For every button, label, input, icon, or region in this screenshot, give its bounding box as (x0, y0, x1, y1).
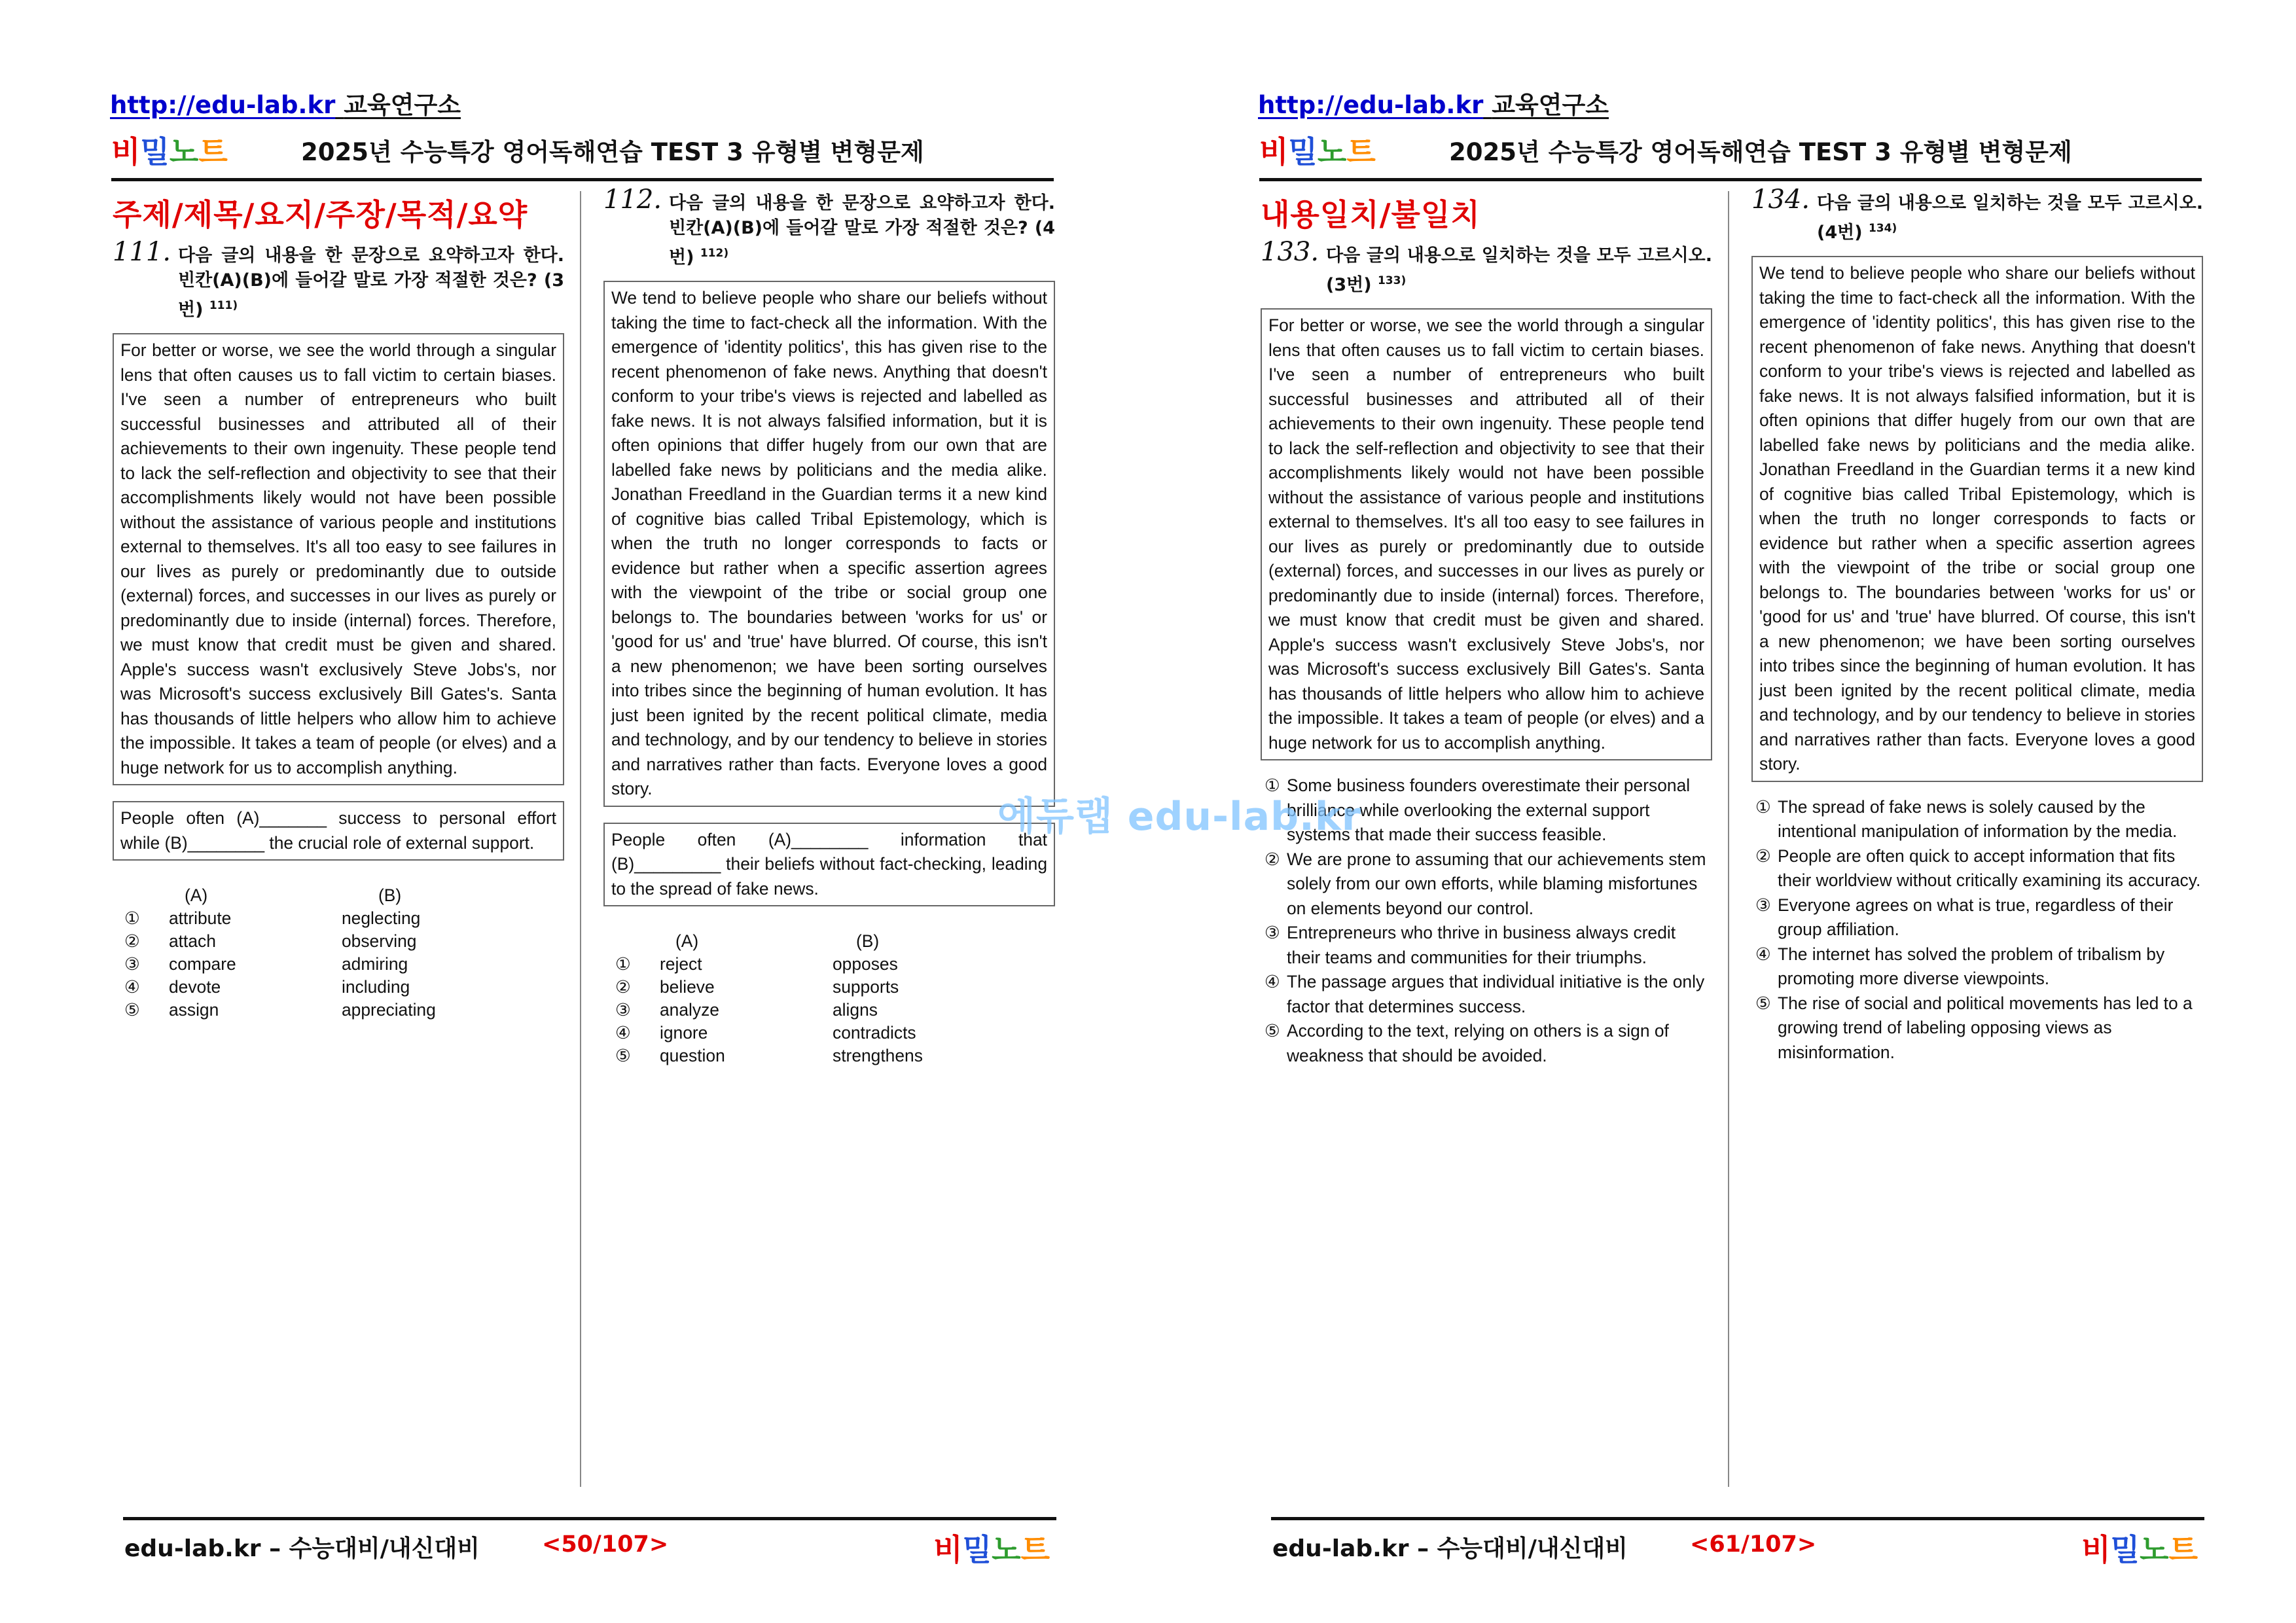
brand-char: 노 (169, 134, 199, 169)
question-prompt (1261, 237, 1712, 298)
choice-text: The spread of fake news is solely caused by the intentional manipulation of information by the media. (1778, 796, 2178, 841)
option-a: attach (169, 931, 216, 951)
option-number: ⑤ (124, 1000, 140, 1020)
choice-number: ② (1265, 849, 1280, 869)
brand-logo-footer (2081, 1526, 2198, 1569)
choice-item[interactable] (1261, 970, 1712, 1019)
question-134 (1751, 185, 2203, 1065)
option-row[interactable] (615, 977, 923, 1000)
option-row[interactable] (615, 1000, 923, 1023)
choice-item[interactable] (1261, 1019, 1712, 1068)
question-133 (1261, 191, 1712, 1068)
footer-rule (1271, 1517, 2204, 1520)
choice-item[interactable] (1751, 795, 2203, 844)
footnote-ref: 111) (209, 299, 238, 312)
choice-text: Some business founders overestimate their personal brilliance while overlooking the external support systems that made their success feasible. (1287, 776, 1691, 844)
brand-logo-footer (933, 1526, 1050, 1569)
choice-number: ⑤ (1265, 1021, 1280, 1041)
choice-text: Everyone agrees on what is true, regardless of their group affiliation. (1778, 895, 2174, 939)
brand-char: 노 (992, 1532, 1021, 1567)
brand-char: 트 (1020, 1532, 1050, 1567)
choice-text: The rise of social and political movements has led to a growing trend of labeling opposing views as misinformation. (1778, 993, 2193, 1062)
choice-list (1751, 795, 2203, 1065)
passage-box: We tend to believe people who share our beliefs without taking the time to fact-check all the information. With the emergence of 'identity politics', this has given rise to the recent phenomenon of fake news. Anything that doesn't conform to your tribe's views is rejected and labelled as fake news. It is not always falsified information, but it is often opinions that differ hugely from our own that are labelled fake news by politicians and the media alike. Jonathan Freedland in the Guardian terms it a new kind of cognitive bias called Tribal Epistemology, which is when the truth no longer corresponds to facts or evidence but rather when a specific assertion agrees with the viewpoint of the tribe or social group one belongs to. The boundaries between 'works for us' or 'good for us' and 'true' have blurred. Of course, this isn't a new phenomenon; we have been sorting ourselves into tribes since the beginning of human evolution. It has just been ignited by the recent political climate, media and technology, and by our tendency to believe in stories and narratives rather than facts. Everyone loves a good story. (603, 281, 1055, 807)
option-row[interactable] (124, 954, 436, 977)
opt-header-a: (A) (185, 885, 208, 905)
footnote-ref: 112) (700, 247, 729, 260)
option-number: ③ (615, 1000, 631, 1020)
choice-item[interactable] (1751, 942, 2203, 991)
option-number: ④ (124, 977, 140, 997)
options-table (615, 931, 923, 1069)
option-b: aligns (833, 1000, 878, 1020)
header-rule (111, 178, 1054, 181)
page-title: 2025년 수능특강 영어독해연습 TEST 3 유형별 변형문제 (1449, 138, 2072, 166)
choice-item[interactable] (1261, 921, 1712, 970)
question-number: 134. (1751, 185, 1810, 215)
question-number: 133. (1261, 237, 1319, 267)
options-table (124, 885, 436, 1023)
option-b: strengthens (833, 1046, 923, 1065)
question-prompt (113, 237, 564, 323)
category-title: 주제/제목/요지/주장/목적/요약 (113, 197, 528, 232)
choice-text: People are often quick to accept information that fits their worldview without critically examining its accuracy. (1778, 846, 2201, 890)
summary-box: People often (A)_______ success to personal effort while (B)________ the crucial role of external support. (113, 801, 564, 861)
brand-logo (1259, 128, 1376, 171)
site-header (110, 85, 461, 120)
option-number: ② (615, 977, 631, 997)
option-a: question (660, 1046, 725, 1065)
choice-text: The internet has solved the problem of tribalism by promoting more diverse viewpoints. (1778, 944, 2165, 988)
choice-item[interactable] (1261, 847, 1712, 921)
option-number: ② (124, 931, 140, 951)
question-prompt (1751, 185, 2203, 245)
option-a: attribute (169, 908, 232, 928)
question-112 (603, 185, 1055, 1069)
option-b: observing (342, 931, 417, 951)
brand-char: 비 (2081, 1532, 2111, 1567)
choice-number: ④ (1265, 972, 1280, 991)
choice-number: ① (1755, 796, 1771, 817)
brand-char: 노 (1317, 134, 1347, 169)
question-number: 111. (113, 237, 171, 267)
question-text: 다음 글의 내용을 한 문장으로 요약하고자 한다. 빈칸(A)(B)에 들어갈 말로 가장 적절한 것은? (4번) (669, 193, 1055, 268)
brand-char: 비 (933, 1532, 963, 1567)
opt-header-a: (A) (675, 931, 699, 951)
passage-box: For better or worse, we see the world through a singular lens that often causes us to fall victim to certain biases. I've seen a number of entrepreneurs who built successful businesses and attributed all of their achievements to their own ingenuity. These people tend to lack the self-reflection and objectivity to see that their accomplishments likely would not have been possible without the assistance of various people and institutions external to themselves. It's all too easy to see failures in our lives as purely or predominantly due to outside (external) forces, and successes in our lives as purely or predominantly due to inside (internal) forces. Therefore, we must know that credit must be given and shared. Apple's success wasn't exclusively Steve Jobs's, nor was Microsoft's success exclusively Bill Gates's. Santa has thousands of little helpers who allow him to achieve the impossible. It takes a team of people (or elves) and a huge network for us to accomplish anything. (1261, 308, 1712, 760)
brand-char: 비 (111, 134, 141, 169)
category-title: 내용일치/불일치 (1261, 197, 1480, 232)
footnote-ref: 133) (1377, 274, 1407, 287)
brand-char: 밀 (2110, 1532, 2140, 1567)
question-number: 112. (603, 185, 662, 215)
brand-char: 노 (2140, 1532, 2169, 1567)
choice-number: ⑤ (1755, 993, 1771, 1013)
page-title: 2025년 수능특강 영어독해연습 TEST 3 유형별 변형문제 (301, 138, 924, 166)
opt-header-b: (B) (856, 931, 880, 951)
question-text: 다음 글의 내용으로 일치하는 것을 모두 고르시오. (3번) (1326, 245, 1712, 295)
choice-number: ③ (1265, 923, 1280, 942)
question-text: 다음 글의 내용을 한 문장으로 요약하고자 한다. 빈칸(A)(B)에 들어갈 말로 가장 적절한 것은? (3번) (178, 245, 564, 320)
option-row[interactable] (124, 908, 436, 931)
option-row[interactable] (615, 1046, 923, 1069)
option-row[interactable] (124, 931, 436, 954)
brand-char: 트 (1346, 134, 1376, 169)
option-a: analyze (660, 1000, 719, 1020)
brand-char: 밀 (962, 1532, 992, 1567)
option-a: ignore (660, 1023, 708, 1043)
option-row[interactable] (615, 1023, 923, 1046)
page-number: <50/107> (542, 1531, 669, 1558)
option-number: ① (615, 954, 631, 974)
passage-box: We tend to believe people who share our beliefs without taking the time to fact-check all the information. With the emergence of 'identity politics', this has given rise to the recent phenomenon of fake news. Anything that doesn't conform to your tribe's views is rejected and labelled as fake news. It is not always falsified information, but it is often opinions that differ hugely from our own that are labelled fake news by politicians and the media alike. Jonathan Freedland in the Guardian terms it a new kind of cognitive bias called Tribal Epistemology, which is when the truth no longer corresponds to facts or evidence but rather when a specific assertion agrees with the viewpoint of the tribe or social group one belongs to. The boundaries between 'works for us' or 'good for us' and 'true' have blurred. Of course, this isn't a new phenomenon; we have been sorting ourselves into tribes since the beginning of human evolution. It has just been ignited by the recent political climate, media and technology, and by our tendency to believe in stories and narratives rather than facts. Everyone loves a good story. (1751, 256, 2203, 782)
question-prompt (603, 185, 1055, 270)
header-rule (1259, 178, 2202, 181)
option-row[interactable] (124, 1000, 436, 1023)
option-a: devote (169, 977, 221, 997)
footer-text: edu-lab.kr – 수능대비/내신대비 (124, 1535, 480, 1562)
site-link[interactable]: http://edu-lab.kr (1258, 91, 1484, 119)
choice-number: ① (1265, 776, 1280, 795)
choice-text: We are prone to assuming that our achievements stem solely from our own efforts, while blaming misfortunes on elements beyond our control. (1287, 849, 1706, 918)
brand-char: 비 (1259, 134, 1289, 169)
option-number: ① (124, 908, 140, 928)
choice-number: ② (1755, 846, 1771, 866)
option-b: neglecting (342, 908, 421, 928)
choice-number: ④ (1755, 944, 1771, 964)
option-row[interactable] (124, 977, 436, 1000)
brand-char: 밀 (1288, 134, 1318, 169)
brand-logo (111, 128, 228, 171)
site-label: 교육연구소 (1492, 91, 1609, 119)
option-row[interactable] (615, 954, 923, 977)
passage-box: For better or worse, we see the world through a singular lens that often causes us to fall victim to certain biases. I've seen a number of entrepreneurs who built successful businesses and attributed all of their achievements to their own ingenuity. These people tend to lack the self-reflection and objectivity to see that their accomplishments likely would not have been possible without the assistance of various people and institutions external to themselves. It's all too easy to see failures in our lives as purely or predominantly due to outside (external) forces, and successes in our lives as purely or predominantly due to inside (internal) forces. Therefore, we must know that credit must be given and shared. Apple's success wasn't exclusively Steve Jobs's, nor was Microsoft's success exclusively Bill Gates's. Santa has thousands of little helpers who allow him to achieve the impossible. It takes a team of people (or elves) and a huge network for us to accomplish anything. (113, 333, 564, 785)
footnote-ref: 134) (1868, 222, 1897, 235)
choice-text: According to the text, relying on others is a sign of weakness that should be avoided. (1287, 1021, 1669, 1065)
option-b: appreciating (342, 1000, 436, 1020)
option-b: supports (833, 977, 899, 997)
footer-rule (123, 1517, 1056, 1520)
question-text: 다음 글의 내용으로 일치하는 것을 모두 고르시오. (4번) (1817, 193, 2203, 243)
opt-header-b: (B) (378, 885, 402, 905)
option-b: including (342, 977, 410, 997)
option-b: admiring (342, 954, 408, 974)
choice-text: The passage argues that individual initiative is the only factor that determines success. (1287, 972, 1705, 1016)
footer-text: edu-lab.kr – 수능대비/내신대비 (1272, 1535, 1628, 1562)
brand-char: 트 (198, 134, 228, 169)
option-a: assign (169, 1000, 219, 1020)
site-label: 교육연구소 (344, 91, 461, 119)
option-number: ③ (124, 954, 140, 974)
option-number: ④ (615, 1023, 631, 1043)
watermark: 에듀랩 edu-lab.kr (997, 794, 1362, 840)
option-number: ⑤ (615, 1046, 631, 1065)
choice-number: ③ (1755, 895, 1771, 915)
question-111 (113, 191, 564, 1023)
choice-text: Entrepreneurs who thrive in business always credit their teams and communities for their triumphs. (1287, 923, 1676, 967)
choice-item[interactable] (1751, 893, 2203, 942)
option-b: contradicts (833, 1023, 916, 1043)
choice-item[interactable] (1751, 991, 2203, 1065)
option-a: compare (169, 954, 236, 974)
choice-item[interactable] (1751, 844, 2203, 893)
option-a: reject (660, 954, 702, 974)
brand-char: 트 (2168, 1532, 2198, 1567)
column-divider (580, 191, 581, 1487)
brand-char: 밀 (140, 134, 170, 169)
option-a: believe (660, 977, 715, 997)
summary-box: People often (A)________ information that (B)_________ their beliefs without fact-checking, leading to the spread of fake news. (603, 823, 1055, 907)
site-header (1258, 85, 1609, 120)
option-b: opposes (833, 954, 898, 974)
site-link[interactable]: http://edu-lab.kr (110, 91, 336, 119)
page-number: <61/107> (1690, 1531, 1817, 1558)
column-divider (1728, 191, 1729, 1487)
